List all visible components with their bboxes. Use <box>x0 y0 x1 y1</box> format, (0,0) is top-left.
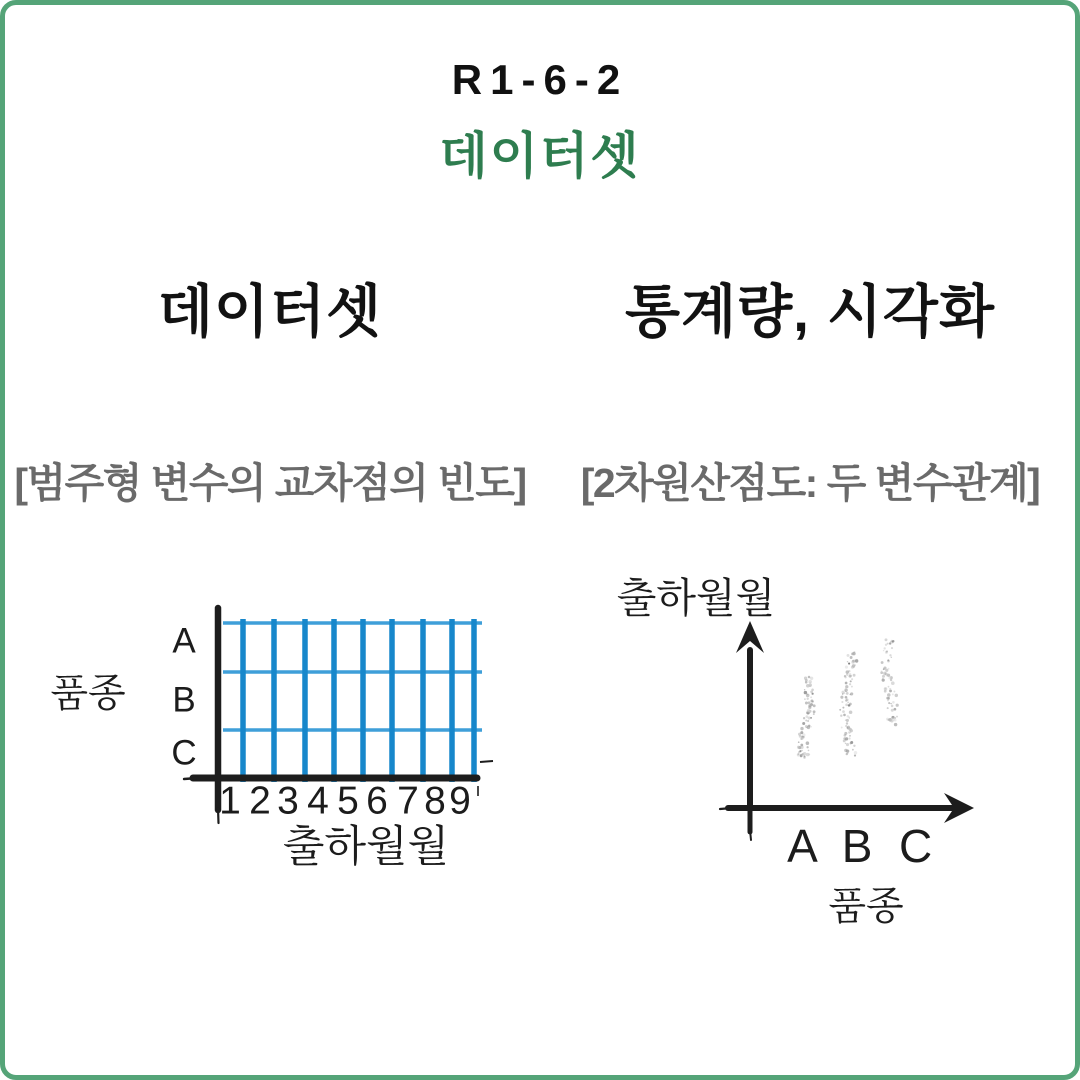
scatter-dot <box>846 743 849 746</box>
dot-cluster-B <box>839 651 858 757</box>
scatter-dot <box>846 690 848 692</box>
scatter-dot <box>892 693 894 695</box>
scatter-dot <box>851 678 853 680</box>
scatter-dot <box>800 727 803 730</box>
scatter-dot <box>805 725 807 727</box>
scatter-dot <box>813 704 816 707</box>
dot-cluster-A <box>797 676 816 759</box>
scatter-dot <box>805 679 808 682</box>
scatter-dot <box>896 716 898 718</box>
scatter-dot <box>845 699 847 701</box>
scatter-dot <box>805 702 808 705</box>
scatter-dot <box>894 723 897 726</box>
dot-cluster-C <box>880 638 898 726</box>
scatter-dot <box>845 725 847 727</box>
scatter-dot <box>802 722 805 725</box>
scatter-dot <box>797 746 800 749</box>
scatter-dot <box>849 683 851 685</box>
page-topic: 데이터셋 <box>439 128 641 184</box>
page-title: R1-6-2 <box>451 56 629 103</box>
scatter-dot <box>808 716 811 719</box>
scatter-dot <box>885 644 887 646</box>
scatter-dot <box>843 714 846 717</box>
scatter-dot <box>849 737 851 739</box>
scatter-dot <box>846 692 849 695</box>
scatter-dot <box>845 696 848 699</box>
scatter-dot <box>850 692 853 695</box>
scatter-dot <box>887 707 889 709</box>
scatter-dot <box>848 716 850 718</box>
scatter-dot <box>808 750 810 752</box>
scatter-dot <box>883 668 885 670</box>
scatter-dot <box>807 698 809 700</box>
scatter-dot <box>806 741 810 745</box>
scatter-dot <box>894 708 897 711</box>
scatter-dot <box>798 741 800 743</box>
scatter-dot <box>841 691 844 694</box>
x-tick-label: 6 <box>366 779 388 823</box>
scatter-dot <box>842 693 844 695</box>
x-tick-label: 2 <box>249 779 271 823</box>
scatter-dot <box>807 694 809 696</box>
scatter-dot <box>844 675 846 677</box>
scatter-dot <box>888 686 890 688</box>
crosstab-frequency-chart <box>30 570 550 890</box>
scatter-dot <box>845 703 848 706</box>
x-tick-label: 7 <box>397 779 419 823</box>
scatter-dot <box>808 676 811 679</box>
y-category-label: A <box>172 621 196 661</box>
scatter-dot <box>809 685 812 688</box>
scatter-dot <box>848 725 850 727</box>
scatter-dot <box>887 659 889 661</box>
scatter-dot <box>802 755 803 756</box>
x-category-label: B <box>841 820 873 872</box>
scatter-dot <box>853 745 855 747</box>
scatter-dot <box>847 661 848 662</box>
stray-tick <box>480 761 493 762</box>
scatter-dot <box>890 703 891 704</box>
scatter-dot <box>887 699 889 701</box>
scatter-dot <box>798 753 800 755</box>
scatter-dot <box>803 752 807 756</box>
scatter-dot <box>808 701 811 704</box>
scatter-dot <box>843 740 846 743</box>
scatter-dot <box>839 709 841 711</box>
scatter-dot <box>808 725 810 727</box>
scatter-dot <box>850 680 852 682</box>
x-tick-label: 4 <box>307 779 329 823</box>
scatter-dot <box>885 638 888 641</box>
scatter-dot <box>849 711 853 715</box>
scatter-dot <box>886 673 888 675</box>
scatter-dot <box>804 689 805 690</box>
scatter-dot <box>844 749 847 752</box>
scatter-dot <box>889 688 891 690</box>
scatter-dot <box>891 647 893 649</box>
scatter-dot <box>845 743 846 744</box>
scatter-dot <box>849 728 852 731</box>
scatter-dot <box>853 674 856 677</box>
scatter-dot <box>892 701 895 704</box>
x-axis-title: 품종 <box>828 885 904 929</box>
scatter-dot <box>803 717 805 719</box>
y-axis-title: 출하월월 <box>616 575 776 621</box>
scatter-dot <box>852 652 856 656</box>
scatter-dot <box>808 706 811 709</box>
scatter-dot <box>895 694 898 697</box>
y-axis-title: 품종 <box>50 672 126 716</box>
scatter-dot <box>888 702 890 704</box>
scatter-dot <box>804 691 807 694</box>
x-category-label: C <box>899 820 933 872</box>
x-axis-taper <box>720 808 732 809</box>
scatter-dot <box>896 704 899 707</box>
scatter-dot <box>807 709 810 712</box>
x-tick-label: 5 <box>337 779 359 823</box>
scatter-dot <box>842 710 845 713</box>
left-bracket-caption: [범주형 변수의 교차점의 빈도] <box>14 460 526 506</box>
scatter-dot <box>804 698 806 700</box>
scatter-dot <box>840 715 842 717</box>
scatter-dot <box>851 666 854 669</box>
scatter-dot <box>849 735 851 737</box>
x-axis-title: 출하월월 <box>282 823 450 871</box>
x-tick-label: 3 <box>277 779 299 823</box>
scatter-dot <box>847 702 849 704</box>
scatter-dot <box>891 640 893 642</box>
scatter-dot <box>840 696 843 699</box>
scatter-dot <box>844 732 847 735</box>
scatter-dot <box>806 746 808 748</box>
scatter-dot <box>848 663 850 665</box>
scatter-dot <box>805 720 807 722</box>
scatter-dot <box>846 722 848 724</box>
scatter-dot <box>889 642 891 644</box>
scatter-dot <box>887 693 891 697</box>
scatter-dot <box>813 713 815 715</box>
scatter-dot <box>884 690 887 693</box>
scatter-dot <box>807 720 809 722</box>
scatter-sketch-chart <box>580 555 1020 965</box>
right-column-heading: 통계량, 시각화 <box>624 280 996 344</box>
scatter-dot <box>810 717 812 719</box>
scatter-dot <box>800 731 803 734</box>
scatter-dot <box>845 688 847 690</box>
right-bracket-caption: [2차원산점도: 두 변수관계] <box>580 460 1040 506</box>
scatter-dot <box>846 670 849 673</box>
scatter-dot <box>845 682 848 685</box>
scatter-dot <box>851 686 853 688</box>
y-category-label: C <box>171 733 197 773</box>
scatter-dot <box>888 668 890 670</box>
scatter-dot <box>854 751 858 755</box>
scatter-dot <box>842 707 844 709</box>
scatter-dot <box>847 727 849 729</box>
scatter-dot <box>810 726 811 727</box>
scatter-dot <box>846 753 848 755</box>
x-tick-label: 9 <box>449 779 471 823</box>
y-category-label: B <box>172 680 196 720</box>
scatter-dot <box>808 680 811 683</box>
scatter-dot <box>891 657 892 658</box>
scatter-dot <box>851 660 855 664</box>
scatter-dot <box>841 701 843 703</box>
scatter-dot <box>881 661 884 664</box>
x-tick-label: 1 <box>219 779 241 823</box>
scatter-dot <box>854 755 856 757</box>
scatter-dot <box>848 704 850 706</box>
scatter-dot <box>882 679 885 682</box>
x-tick-label: 8 <box>424 779 446 823</box>
scatter-dot <box>891 705 894 708</box>
scatter-dot <box>893 691 895 693</box>
scatter-dot <box>846 673 848 675</box>
scatter-dot <box>850 742 852 744</box>
scatter-dot <box>850 656 853 659</box>
scatter-dot <box>884 647 886 649</box>
scatter-dot <box>845 719 847 721</box>
scatter-dot <box>843 737 846 740</box>
scatter-dot <box>849 675 852 678</box>
scatter-dot <box>813 710 816 713</box>
scatter-dot <box>883 650 884 651</box>
y-axis-taper <box>750 830 751 840</box>
scatter-dot <box>881 671 883 673</box>
scatter-dot <box>852 749 854 751</box>
scatter-dot <box>891 709 894 712</box>
scatter-dot <box>810 696 812 698</box>
scatter-dot <box>845 666 848 669</box>
scatter-dot <box>841 727 843 729</box>
scatter-dot <box>801 737 804 740</box>
scatter-dot <box>890 679 892 681</box>
scatter-dot <box>891 681 895 685</box>
x-category-label: A <box>787 820 818 872</box>
x-axis-taper <box>184 778 198 779</box>
scatter-dot <box>882 675 885 678</box>
scatter-dot <box>800 744 803 747</box>
scatter-dot <box>847 654 850 657</box>
scatter-dot <box>803 755 805 757</box>
scatter-dot <box>889 654 891 656</box>
scatter-dot <box>810 703 813 706</box>
left-column-heading: 데이터셋 <box>157 280 383 344</box>
scatter-dot <box>798 751 800 753</box>
scatter-dot <box>892 718 895 721</box>
scatter-dot <box>808 753 810 755</box>
scatter-dot <box>810 690 813 693</box>
scatter-dot <box>885 651 888 654</box>
scatter-dot <box>801 750 803 752</box>
scatter-dot <box>812 701 814 703</box>
scatter-dot <box>855 659 858 662</box>
scatter-dot <box>810 677 813 680</box>
